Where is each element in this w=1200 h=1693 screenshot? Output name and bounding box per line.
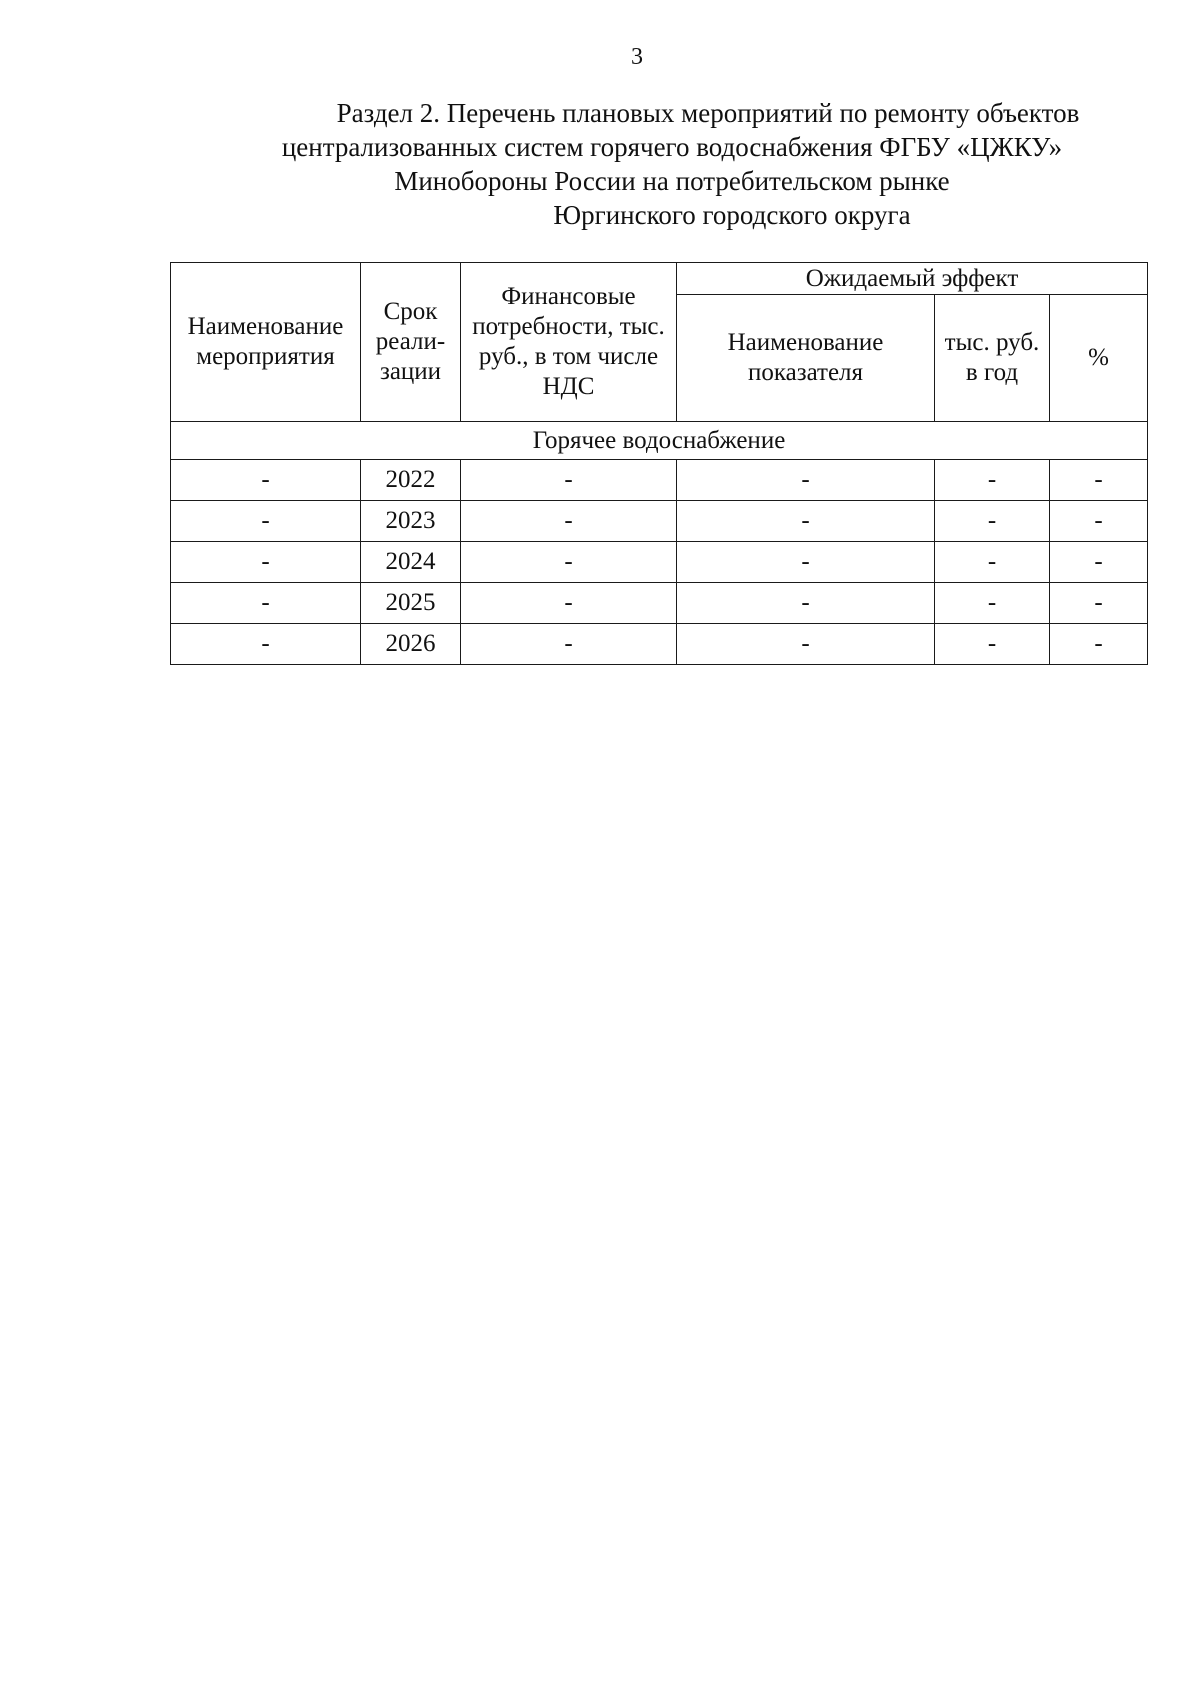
header-thousand-rub: тыс. руб. в год [935, 295, 1050, 422]
cell-percent: - [1050, 624, 1148, 665]
cell-name: - [171, 542, 361, 583]
cell-year: 2022 [361, 460, 461, 501]
cell-percent: - [1050, 542, 1148, 583]
header-name: Наименование мероприятия [171, 263, 361, 422]
table-row [171, 624, 1148, 665]
title-line-2: централизованных систем горячего водоснабжения ФГБУ «ЦЖКУ» [281, 132, 1063, 162]
plan-table [170, 262, 1148, 665]
title-line-1: Раздел 2. Перечень плановых мероприятий по ремонту объектов [336, 98, 1080, 128]
header-finance: Финансовые потребности, тыс. руб., в том числе НДС [461, 263, 677, 422]
cell-finance: - [461, 542, 677, 583]
table-row [171, 542, 1148, 583]
cell-percent: - [1050, 501, 1148, 542]
cell-percent: - [1050, 460, 1148, 501]
header-indicator: Наименование показателя [677, 295, 935, 422]
page-number: 3 [631, 44, 643, 70]
title-line-4: Юргинского городского округа [553, 200, 911, 230]
table-row [171, 583, 1148, 624]
header-percent: % [1050, 295, 1148, 422]
cell-finance: - [461, 624, 677, 665]
cell-percent: - [1050, 583, 1148, 624]
cell-indicator: - [677, 460, 935, 501]
cell-indicator: - [677, 542, 935, 583]
cell-indicator: - [677, 501, 935, 542]
cell-name: - [171, 460, 361, 501]
table-row [171, 501, 1148, 542]
cell-year: 2025 [361, 583, 461, 624]
cell-name: - [171, 501, 361, 542]
cell-finance: - [461, 460, 677, 501]
cell-indicator: - [677, 624, 935, 665]
cell-thousand-rub: - [935, 501, 1050, 542]
cell-thousand-rub: - [935, 583, 1050, 624]
section-label: Горячее водоснабжение [171, 422, 1148, 460]
cell-thousand-rub: - [935, 460, 1050, 501]
cell-finance: - [461, 583, 677, 624]
header-effect: Ожидаемый эффект [677, 263, 1148, 295]
header-row-top [171, 263, 1148, 295]
header-term: Срок реали- зации [361, 263, 461, 422]
cell-name: - [171, 624, 361, 665]
cell-indicator: - [677, 583, 935, 624]
cell-thousand-rub: - [935, 542, 1050, 583]
section-title [222, 96, 1122, 232]
table-row [171, 460, 1148, 501]
cell-year: 2026 [361, 624, 461, 665]
cell-thousand-rub: - [935, 624, 1050, 665]
cell-name: - [171, 583, 361, 624]
title-line-3: Минобороны России на потребительском рынке [394, 166, 950, 196]
cell-year: 2023 [361, 501, 461, 542]
cell-finance: - [461, 501, 677, 542]
cell-year: 2024 [361, 542, 461, 583]
section-row [171, 422, 1148, 460]
